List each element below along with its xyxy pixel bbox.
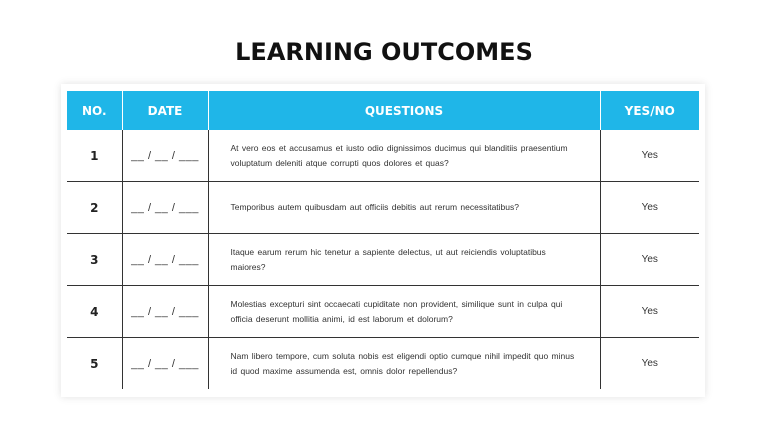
learning-outcomes-card bbox=[61, 84, 705, 397]
answer-cell[interactable]: Yes bbox=[600, 130, 699, 182]
row-number: 4 bbox=[67, 286, 122, 338]
table-row bbox=[67, 234, 699, 286]
question-text: At vero eos et accusamus et iusto odio dignissimos ducimus qui blanditiis praesentium voluptatum deleniti atque corrupti quos dolores et quas? bbox=[208, 130, 600, 182]
learning-outcomes-table bbox=[67, 91, 699, 389]
table-header-row bbox=[67, 91, 699, 130]
question-text: Temporibus autem quibusdam aut officiis debitis aut rerum necessitatibus? bbox=[208, 182, 600, 234]
table-row bbox=[67, 286, 699, 338]
table-body bbox=[67, 130, 699, 389]
row-number: 2 bbox=[67, 182, 122, 234]
answer-cell[interactable]: Yes bbox=[600, 234, 699, 286]
answer-cell[interactable]: Yes bbox=[600, 286, 699, 338]
table-row bbox=[67, 338, 699, 390]
row-number: 5 bbox=[90, 356, 99, 371]
date-field[interactable]: __ / __ / ___ bbox=[122, 130, 208, 182]
table-row bbox=[67, 130, 699, 182]
date-field[interactable]: __ / __ / ___ bbox=[122, 234, 208, 286]
header-yes-no: YES/NO bbox=[600, 91, 699, 130]
date-field[interactable]: __ / __ / ___ bbox=[122, 286, 208, 338]
answer-cell[interactable]: Yes bbox=[600, 182, 699, 234]
date-field[interactable]: __ / __ / ___ bbox=[122, 182, 208, 234]
page-title: LEARNING OUTCOMES bbox=[235, 38, 533, 66]
header-questions: QUESTIONS bbox=[208, 91, 600, 130]
question-text: Nam libero tempore, cum soluta nobis est eligendi optio cumque nihil impedit quo minus id quod maxime assumenda est, omnis dolor repellendus? bbox=[208, 338, 600, 390]
date-field[interactable]: __ / __ / ___ bbox=[122, 338, 208, 390]
table-row bbox=[67, 182, 699, 234]
row-number: 1 bbox=[67, 130, 122, 182]
header-date: DATE bbox=[122, 91, 208, 130]
question-text: Molestias excepturi sint occaecati cupiditate non provident, similique sunt in culpa qui officia deserunt mollitia animi, id est laborum et dolorum? bbox=[208, 286, 600, 338]
answer-cell[interactable]: Yes bbox=[600, 338, 699, 390]
header-no: NO. bbox=[67, 91, 122, 130]
row-number: 3 bbox=[67, 234, 122, 286]
question-text: Itaque earum rerum hic tenetur a sapiente delectus, ut aut reiciendis voluptatibus maiores? bbox=[208, 234, 600, 286]
table-header bbox=[67, 91, 699, 130]
